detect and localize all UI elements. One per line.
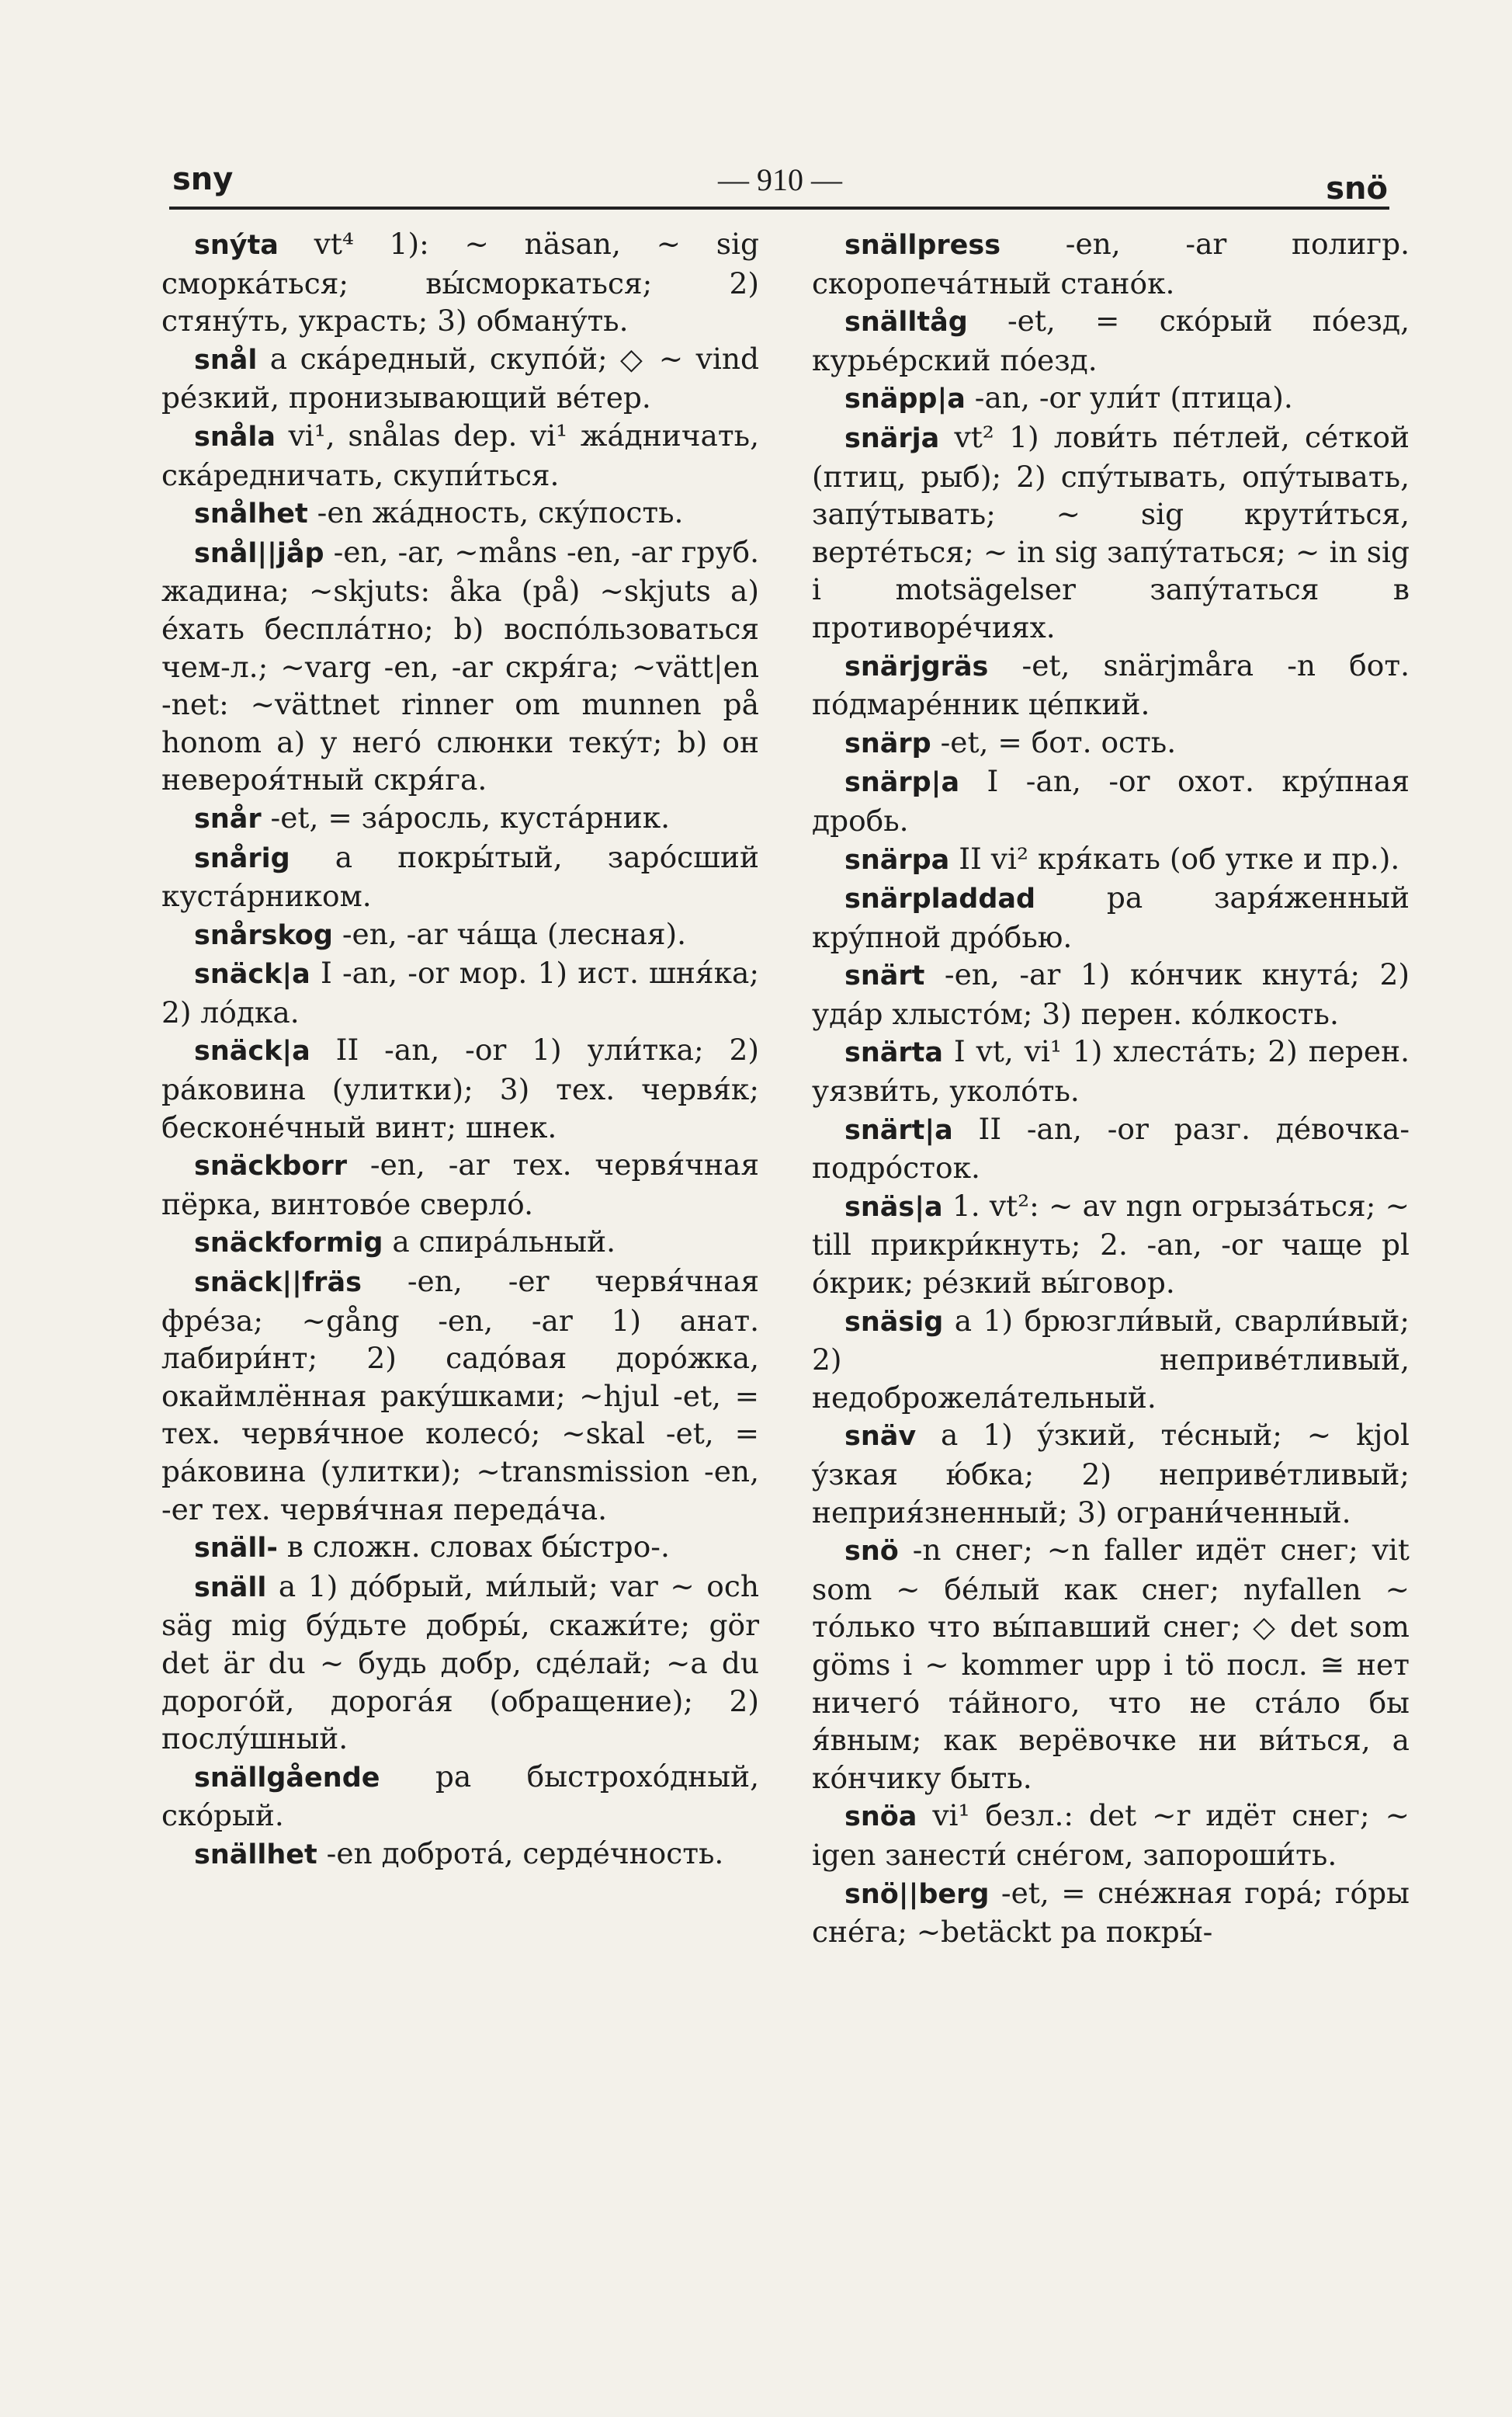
dictionary-entry <box>161 1031 759 1146</box>
entry-definition: I -an, -or охот. крýпная дробь. <box>812 764 1410 838</box>
entry-definition: II -an, -or 1) ули́тка; 2) рáковина (улитки); 3) тех. червя́к; бесконéчный винт; шнек. <box>161 1033 759 1144</box>
dictionary-entry <box>161 915 759 955</box>
entry-headword: snäck||fräs <box>194 1267 362 1299</box>
entry-definition: vt⁴ 1): ~ näsan, ~ sig сморкáться; вы́сморкаться; 2) стянýть, украсть; 3) обманýть. <box>161 227 759 339</box>
dictionary-entry <box>161 1835 759 1874</box>
dictionary-entry <box>812 1033 1410 1110</box>
dictionary-entry <box>161 533 759 799</box>
entry-definition: -an, -or ули́т (птица). <box>965 380 1293 415</box>
dictionary-entry <box>812 647 1410 724</box>
entry-headword: snällpress <box>844 230 1001 261</box>
dictionary-entry <box>161 954 759 1031</box>
entry-headword: snärpa <box>844 844 950 876</box>
entry-definition: -et, snärjmåra -n бот. пóдмарéнник цéпкий. <box>812 648 1410 722</box>
entry-definition: pa быстрохóдный, скóрый. <box>161 1759 759 1833</box>
entry-headword: snälltåg <box>844 307 968 339</box>
entry-definition: I vt, vi¹ 1) хлестáть; 2) перен. уязви́ть, уколóть. <box>812 1034 1410 1109</box>
entry-headword: snällhet <box>194 1839 317 1870</box>
entry-definition: -n снег; ~n faller идёт снег; vit som ~ бéлый как снег; nyfallen ~ тóлько что вы́павший снег; ◇ det som göms i ~ kommer upp i tö посл. ≅ нет ничегó тáйного, что не стáло бы я́вным; как верёвочке ни ви́ться, а кóнчику быть. <box>812 1533 1410 1795</box>
running-headword-left: sny <box>172 161 234 197</box>
dictionary-entry <box>161 1146 759 1223</box>
dictionary-entry <box>812 762 1410 839</box>
dictionary-entry <box>161 225 759 340</box>
entry-headword: snärt|a <box>844 1114 953 1146</box>
dictionary-entry <box>812 1531 1410 1797</box>
entry-headword: snärjgräs <box>844 651 989 682</box>
entry-headword: snäpp|a <box>844 384 966 415</box>
dictionary-entry <box>161 1528 759 1568</box>
dictionary-entry <box>812 1110 1410 1187</box>
dictionary-entry <box>812 225 1410 302</box>
dictionary-entry <box>161 1223 759 1262</box>
dictionary-entry <box>161 799 759 839</box>
entry-definition: vt² 1) лови́ть пéтлей, сéткой (птиц, рыб); 2) спýтывать, опýтывать, запýтывать; ~ sig крути́ться, вертéться; ~ in sig запýтаться; ~ in sig i motsägelser запýтаться в противорéчиях. <box>812 419 1410 644</box>
entry-definition: -en, -ar тех. червя́чная пёрка, винтовóе сверлó. <box>161 1148 759 1221</box>
dictionary-entry <box>161 1568 759 1758</box>
entry-headword: snårig <box>194 842 290 874</box>
entry-definition: -et, = скóрый пóезд, курьéрский пóезд. <box>812 304 1410 377</box>
entry-headword: snärja <box>844 422 940 454</box>
entry-headword: snäckborr <box>194 1151 348 1182</box>
dictionary-entry <box>812 1187 1410 1302</box>
entry-headword: snäv <box>844 1421 917 1453</box>
entry-headword: snärt <box>844 960 925 992</box>
dictionary-entry <box>812 724 1410 763</box>
entry-headword: snäll <box>194 1571 267 1603</box>
entry-definition: vi¹ безл.: det ~r идёт снег; ~ igen занести́ снéгом, запороши́ть. <box>812 1798 1410 1872</box>
entry-definition: -en, -er червя́чная фрéза; ~gång -en, -ar 1) анат. лабири́нт; 2) садóвая дорóжка, окаймлённая ракýшками; ~hjul -et, = тех. червя́чное колесó; ~skal -et, = рáковина (улитки); ~transmission -en, -er тех. червя́чная передáча. <box>161 1264 759 1526</box>
dictionary-entry <box>812 1416 1410 1531</box>
dictionary-entry <box>161 494 759 533</box>
entry-headword: snålhet <box>194 498 308 530</box>
dictionary-entry <box>812 418 1410 647</box>
right-column <box>812 225 1410 1951</box>
entry-definition: pa заря́женный крýпной дрóбью. <box>812 880 1410 954</box>
entry-headword: snärta <box>844 1037 943 1069</box>
entry-headword: snö||berg <box>844 1878 990 1910</box>
dictionary-entry <box>812 956 1410 1033</box>
entry-definition: a 1) дóбрый, ми́лый; var ~ och säg mig бýдьте добры́, скажи́те; gör det är du ~ будь добр, сдéлай; ~a du дорогóй, дорогáя (обращение); 2) послýшный. <box>161 1568 759 1756</box>
entry-definition: I -an, -or мор. 1) ист. шня́ка; 2) лóдка. <box>161 956 759 1030</box>
entry-definition: -et, = снéжная горá; гóры снéга; ~betäckt pa покры́- <box>812 1875 1410 1950</box>
dictionary-entry <box>161 839 759 915</box>
dictionary-entry <box>812 302 1410 379</box>
entry-definition: a 1) брюзгли́вый, сварли́вый; 2) непривéтливый, недоброжелáтельный. <box>812 1303 1410 1415</box>
entry-definition: -en, -ar чáща (лесная). <box>332 916 687 951</box>
dictionary-entry <box>812 1302 1410 1417</box>
entry-definition: -et, = зáросль, кустáрник. <box>261 800 671 835</box>
entry-headword: snýta <box>194 230 279 261</box>
entry-headword: snäsig <box>844 1306 944 1338</box>
entry-headword: snäck|a <box>194 1036 310 1068</box>
entry-definition: -en, -ar 1) кóнчик кнутá; 2) удáр хлыстóм; 3) перен. кóлкость. <box>812 957 1410 1031</box>
dictionary-entry <box>161 1758 759 1835</box>
entry-headword: snällgående <box>194 1762 380 1794</box>
entry-headword: snårskog <box>194 919 333 951</box>
entry-definition: II vi² кря́кать (об утке и пр.). <box>949 841 1400 876</box>
entry-definition: a скáредный, скупóй; ◇ ~ vind рéзкий, пронизывающий вéтер. <box>161 341 759 415</box>
dictionary-entry <box>812 840 1410 880</box>
entry-headword: snäckformig <box>194 1228 383 1259</box>
entry-headword: snål||jåp <box>194 537 324 569</box>
entry-headword: snöa <box>844 1801 917 1833</box>
entry-definition: -et, = бот. ость. <box>931 724 1177 759</box>
entry-headword: snåla <box>194 421 276 453</box>
left-column <box>161 225 759 1874</box>
entry-headword: snår <box>194 803 262 835</box>
entry-headword: snäs|a <box>844 1191 943 1223</box>
entry-definition: a покры́тый, зарóсший кустáрником. <box>161 839 759 914</box>
entry-definition: 1. vt²: ~ av ngn огрызáться; ~ till прикри́кнуть; 2. -an, -or чаще pl óкрик; рéзкий вы́говор. <box>812 1188 1410 1301</box>
running-headword-right: snö <box>1326 171 1388 207</box>
dictionary-entry <box>812 379 1410 418</box>
entry-headword: snäck|a <box>194 959 310 991</box>
entry-headword: snärpladdad <box>844 884 1036 915</box>
entry-definition: a 1) ýзкий, тéсный; ~ kjol ýзкая ю́бка; 2) неприве́тливый; неприя́зненный; 3) ограни́ченный. <box>812 1418 1410 1530</box>
entry-definition: -en, -ar полигр. скоропечáтный станóк. <box>812 227 1410 300</box>
page-number: — 910 — <box>718 162 842 197</box>
entry-headword: snål <box>194 344 258 376</box>
entry-definition: II -an, -or разг. дéвочка-подрóсток. <box>812 1111 1410 1186</box>
dictionary-entry <box>161 340 759 417</box>
dictionary-entry <box>161 1262 759 1528</box>
dictionary-entry <box>812 879 1410 956</box>
entry-headword: snö <box>844 1536 899 1568</box>
page-header <box>172 161 1388 208</box>
dictionary-entry <box>812 1874 1410 1951</box>
dictionary-entry <box>812 1797 1410 1874</box>
entry-definition: a спирáльный. <box>383 1224 616 1259</box>
entry-headword: snärp|a <box>844 767 960 799</box>
entry-definition: -en жáдность, скýпость. <box>307 495 684 530</box>
entry-definition: -en, -ar, ~måns -en, -ar груб. жадина; ~skjuts: åka (på) ~skjuts а) éхать бесплáтно; b) воспóльзоваться чем-л.; ~varg -en, -ar скря́га; ~vätt|en -net: ~vättnet rinner om munnen på honom а) у негó слюнки текýт; b) он невероя́тный скря́га. <box>161 534 759 797</box>
entry-headword: snäll- <box>194 1533 278 1564</box>
entry-definition: vi¹, snålas dep. vi¹ жáдничать, скáредничать, скупи́ться. <box>161 418 759 492</box>
entry-definition: в сложн. словах бы́стро-. <box>277 1530 670 1564</box>
dictionary-entry <box>161 417 759 494</box>
entry-headword: snärp <box>844 728 931 759</box>
entry-definition: -en добротá, сердéчность. <box>317 1835 724 1870</box>
header-rule <box>169 207 1389 210</box>
